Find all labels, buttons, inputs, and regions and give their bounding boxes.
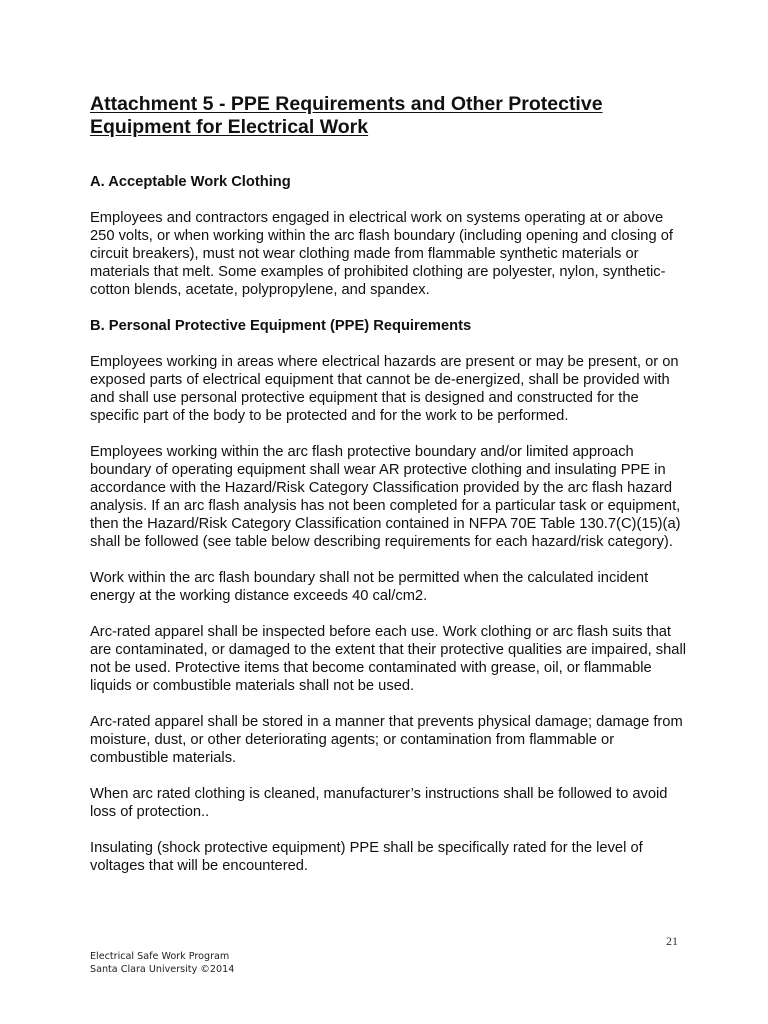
paragraph-arc-flash-boundary-ppe: Employees working within the arc flash protective boundary and/or limited approach boundary of operating equipment shall wear AR protective clothing and insulating PPE in accordance with the Hazard/Risk Category Classification provided by the arc flash hazard analysis. If an arc flash analysis has not been completed for a particular task or equipment, then the Hazard/Risk Category Classification contained in NFPA 70E Table 130.7(C)(15)(a) shall be followed (see table below describing requirements for each hazard/risk category). [90, 444, 681, 550]
footer-program-name: Electrical Safe Work Program [90, 951, 230, 962]
paragraph-apparel-cleaning: When arc rated clothing is cleaned, manufacturer’s instructions shall be followed to avoid loss of protection.. [90, 786, 668, 820]
paragraph-prohibited-clothing: Employees and contractors engaged in electrical work on systems operating at or above 250 volts, or when working within the arc flash boundary (including opening and closing of circuit breakers), must not wear clothing made from flammable synthetic materials or materials that melt. Some examples of prohibited clothing are polyester, nylon, synthetic-cotton blends, acetate, polypropylene, and spandex. [90, 210, 673, 298]
paragraph-ppe-provision: Employees working in areas where electrical hazards are present or may be present, or on exposed parts of electrical equipment that cannot be de-energized, shall be provided with and shall use personal protective equipment that is designed and constructed for the specific part of the body to be protected and for the work to be performed. [90, 354, 679, 424]
paragraph-apparel-storage: Arc-rated apparel shall be stored in a manner that prevents physical damage; damage from moisture, dust, or other deteriorating agents; or contamination from flammable or combustible materials. [90, 714, 683, 766]
footer-copyright: Santa Clara University ©2014 [90, 964, 235, 975]
document-body [90, 173, 690, 893]
paragraph-apparel-inspection: Arc-rated apparel shall be inspected before each use. Work clothing or arc flash suits that are contaminated, or damaged to the extent that their protective qualities are impaired, shall not be used. Protective items that become contaminated with grease, oil, or flammable liquids or combustible materials shall not be used. [90, 624, 686, 694]
page-footer [90, 950, 234, 976]
section-heading-ppe-requirements: B. Personal Protective Equipment (PPE) Requirements [90, 318, 472, 334]
page-title: Attachment 5 - PPE Requirements and Other Protective Equipment for Electrical Work [90, 93, 603, 138]
paragraph-incident-energy-limit: Work within the arc flash boundary shall not be permitted when the calculated incident energy at the working distance exceeds 40 cal/cm2. [90, 570, 649, 604]
page-number: 21 [666, 934, 678, 948]
paragraph-insulating-ppe: Insulating (shock protective equipment) PPE shall be specifically rated for the level of voltages that will be encountered. [90, 840, 643, 874]
section-heading-acceptable-work-clothing: A. Acceptable Work Clothing [90, 174, 291, 190]
